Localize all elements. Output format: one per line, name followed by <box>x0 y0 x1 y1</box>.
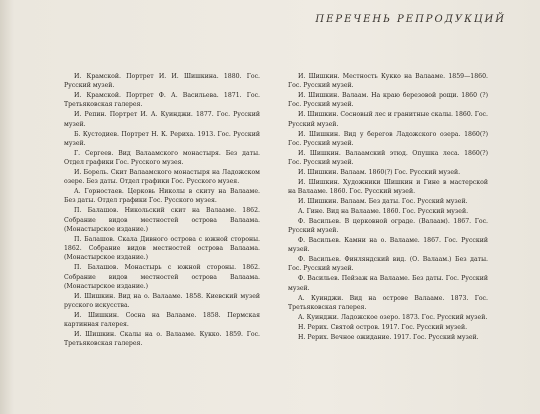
reproduction-entry: И. Шишкин. Валаамский этюд. Опушка леса. 1860(?) Гос. Русский музей. <box>288 149 488 167</box>
reproduction-entry: Ф. Васильев. Пейзаж на Валааме. Без даты. Гос. Русский музей. <box>288 275 488 292</box>
reproduction-entry: И. Шишкин. Местность Кукко на Валааме. 1859—1860. Гос. Русский музей. <box>288 73 488 90</box>
reproduction-entry: И. Шишкин. Вид на о. Валааме. 1858. Киевский музей русского искусства. <box>64 292 260 310</box>
reproduction-entry: И. Шишкин. Валаам. 1860(?) Гос. Русский музей. <box>298 168 461 176</box>
reproduction-entry: П. Балашов. Никольский скит на Валааме. 1862. Собрание видов местностей острова Валаама. (Монастырское издание.) <box>64 207 260 233</box>
reproduction-entry: Ф. Васильев. Камни на о. Валааме. 1867. Гос. Русский музей. <box>288 236 488 254</box>
reproduction-entry: А. Куинджи. Вид на острове Валааме. 1873. Гос. Третьяковская галерея. <box>288 294 488 311</box>
reproduction-entry: А. Гине. Вид на Валааме. 1860. Гос. Русский музей. <box>298 207 469 215</box>
reproduction-entry: П. Балашов. Скала Дивного острова с южной стороны. 1862. Собрание видов местностей острова Валаама. (Монастырское издание.) <box>64 235 260 262</box>
reproduction-entry: Ф. Васильев. Финляндский вид. (О. Валаам.) Без даты. Гос. Русский музей. <box>288 256 488 273</box>
page-heading: ПЕРЕЧЕНЬ РЕПРОДУКЦИЙ <box>315 14 506 25</box>
reproduction-entry: Ф. Васильев. В церковной ограде. (Валаам). 1867. Гос. Русский музей. <box>288 217 488 235</box>
reproduction-entry: П. Балашов. Монастырь с южной стороны. 1862. Собрание видов местностей острова Валаама. (Монастырское издание.) <box>64 264 260 290</box>
reproduction-entry: И. Шишкин. Валаам. Без даты. Гос. Русский музей. <box>298 198 468 206</box>
reproduction-entry: Б. Кустодиев. Портрет Н. К. Рериха. 1913. Гос. Русский музей. <box>64 130 260 147</box>
reproduction-entry: И. Шишкин. Художники Шишкин и Гине в мастерской на Валааме. 1860. Гос. Русский музей. <box>288 178 488 196</box>
reproduction-entry: И. Шишкин. Валаам. На краю березовой рощи. 1860 (?) Гос. Русский музей. <box>288 92 488 109</box>
reproduction-entry: И. Крамской. Портрет Ф. А. Васильева. 1871. Гос. Третьяковская галерея. <box>64 92 260 109</box>
reproduction-entry: Н. Рерих. Вечное ожидание. 1917. Гос. Русский музей. <box>298 333 479 341</box>
reproduction-entry: И. Шишкин. Скалы на о. Валааме. Кукко. 1859. Гос. Третьяковская галерея. <box>64 331 260 348</box>
reproduction-entry: И. Борель. Скит Валаамского монастыря на Ладожском озере. Без даты. Отдел графики Гос. Русского музея. <box>64 168 260 186</box>
reproduction-entry: И. Шишкин. Сосновый лес и гранитные скалы. 1860. Гос. Русский музей. <box>288 111 488 128</box>
reproduction-entry: А. Горностаев. Церковь Николы в скиту на Валааме. Без даты. Отдел графики Гос. Русского музея. <box>64 188 260 205</box>
reproduction-entry: И. Шишкин. Вид у берегов Ладожского озера. 1860(?) Гос. Русский музей. <box>288 130 488 147</box>
left-column <box>64 72 260 349</box>
reproduction-entry: Н. Рерих. Святой остров. 1917. Гос. Русский музей. <box>298 323 468 331</box>
reproduction-entry: И. Шишкин. Сосна на Валааме. 1858. Пермская картинная галерея. <box>64 311 260 329</box>
reproduction-entry: Г. Сергеев. Вид Валаамского монастыря. Без даты. Отдел графики Гос. Русского музея. <box>64 149 260 167</box>
reproduction-entry: И. Репин. Портрет И. А. Куинджи. 1877. Гос. Русский музей. <box>64 111 260 128</box>
reproduction-entry: А. Куинджи. Ладожское озеро. 1873. Гос. Русский музей. <box>298 313 488 321</box>
right-column <box>288 72 488 342</box>
reproduction-entry: И. Крамской. Портрет И. И. Шишкина. 1880. Гос. Русский музей. <box>64 73 260 90</box>
